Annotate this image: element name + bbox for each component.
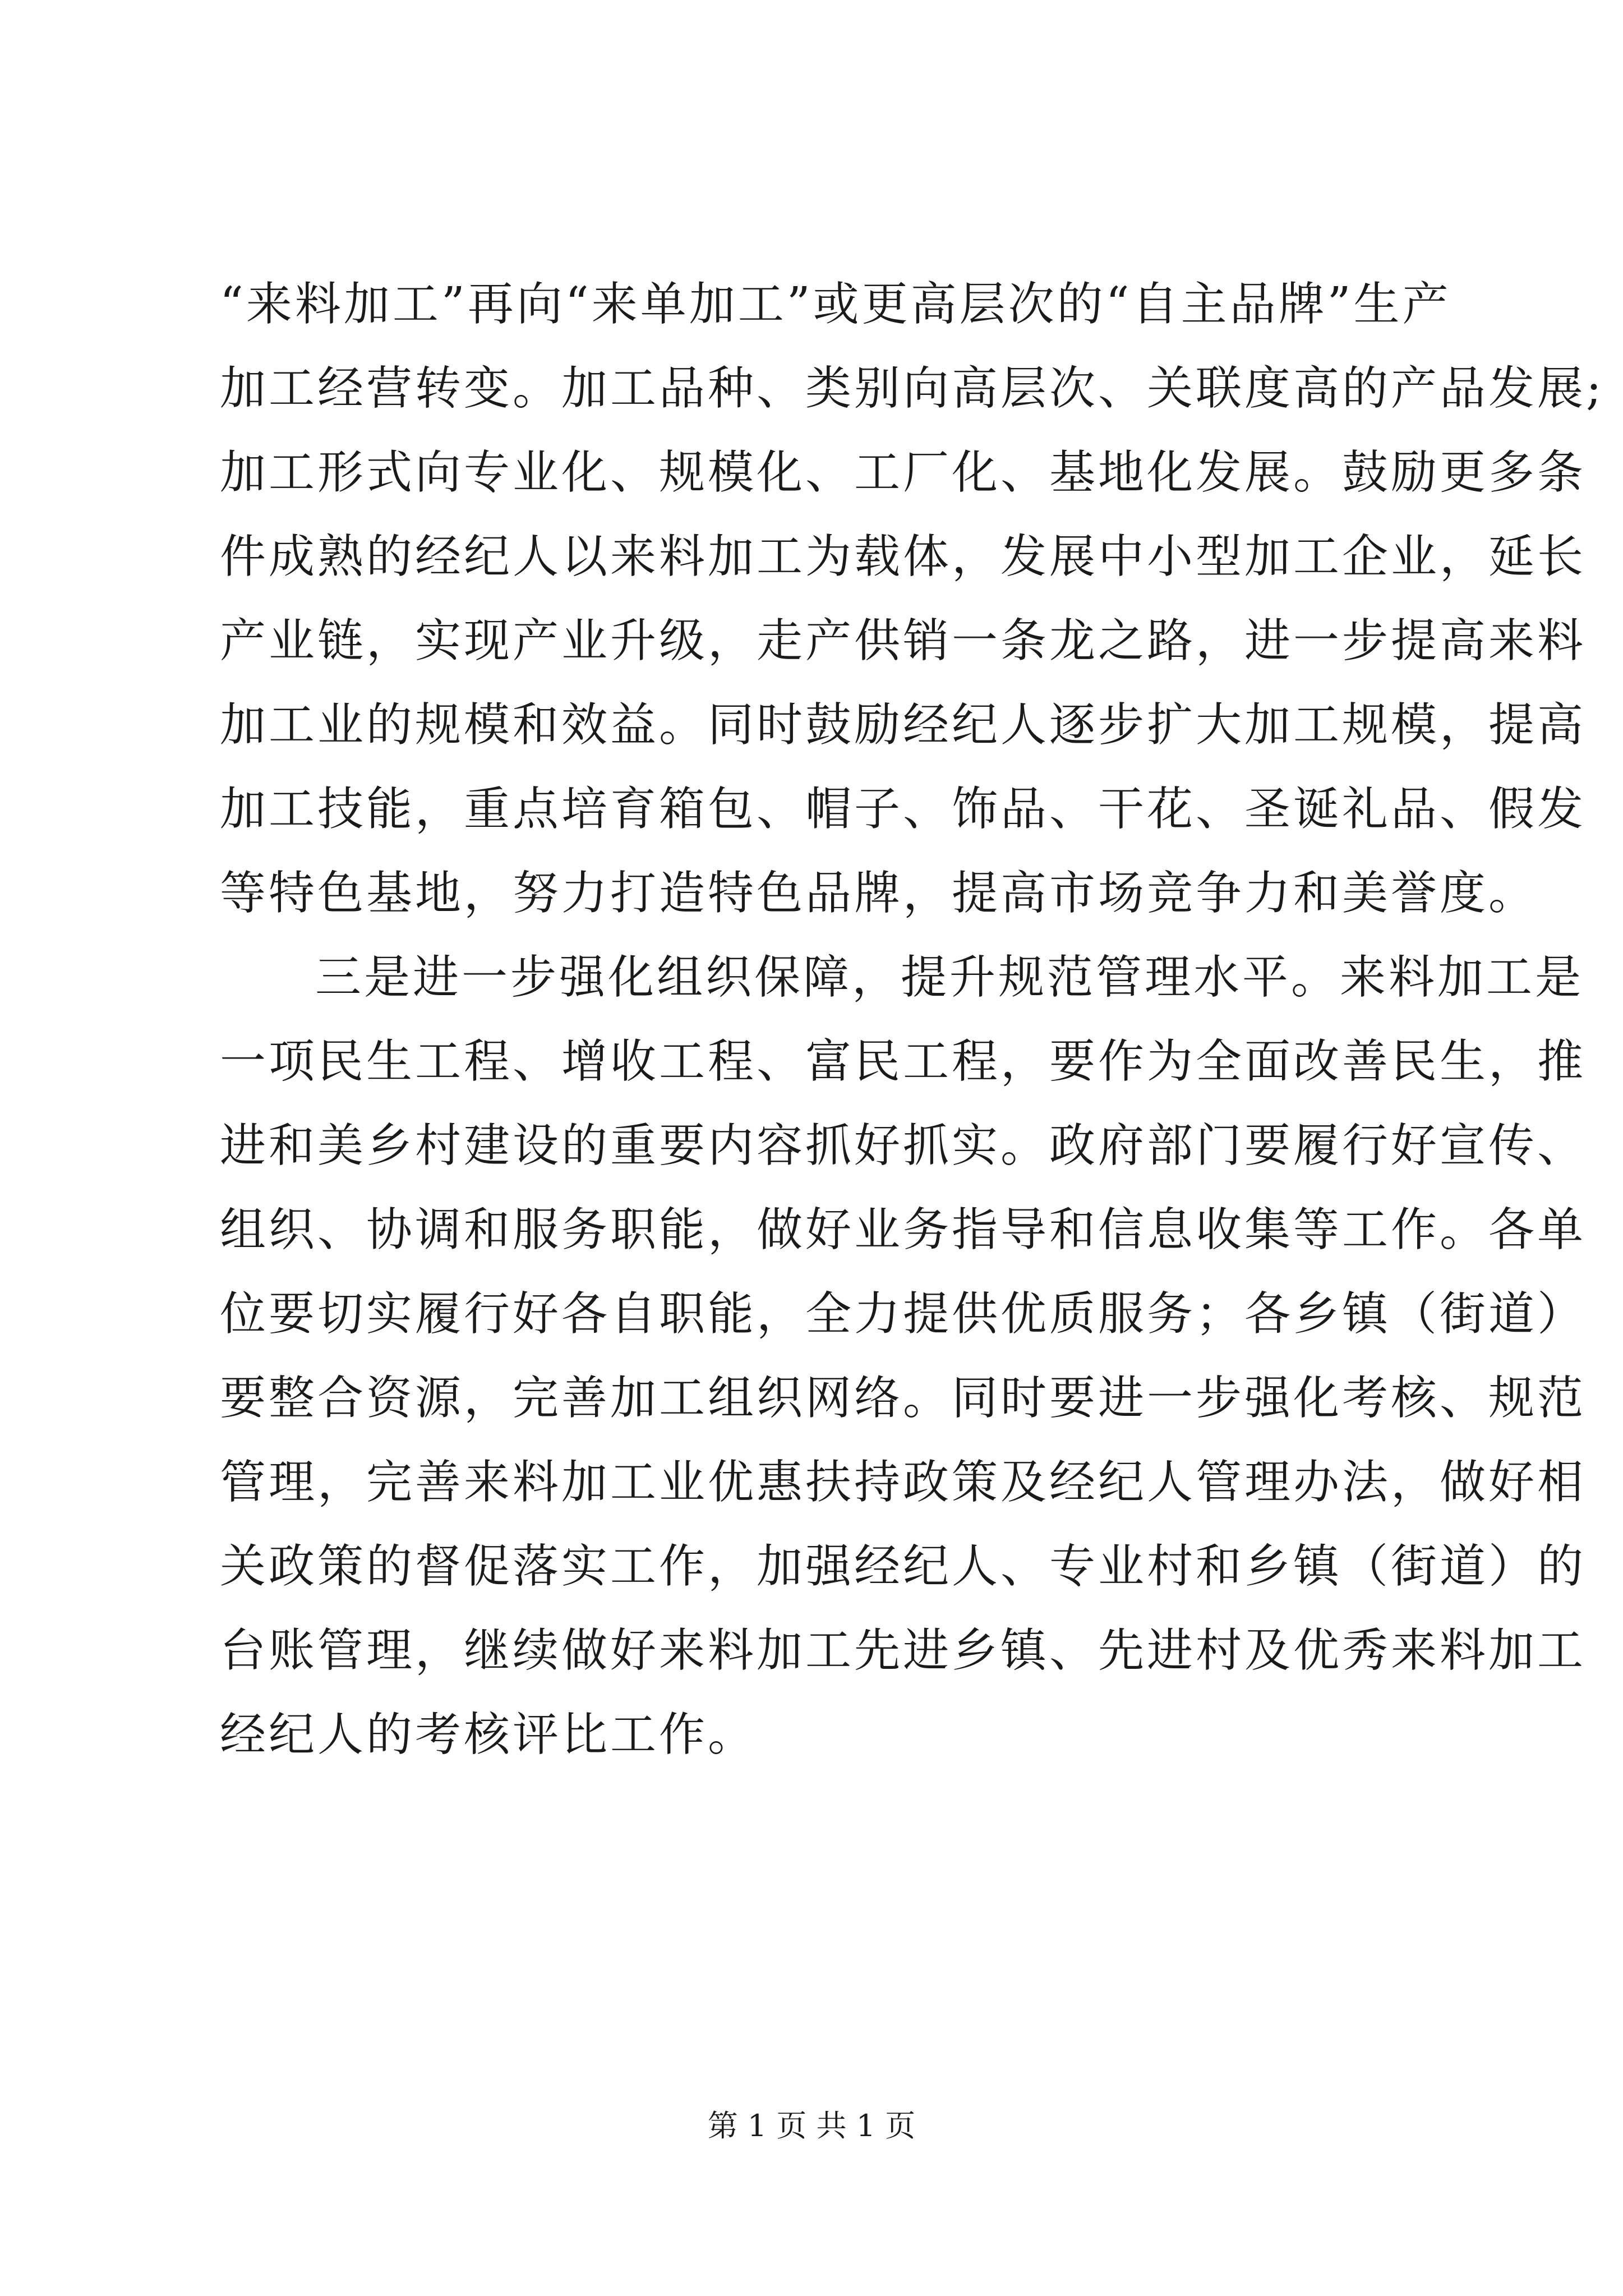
paragraph-line: 加工技能，重点培育箱包、帽子、饰品、干花、圣诞礼品、假发 [220, 783, 1587, 836]
paragraph-line: 加工形式向专业化、规模化、工厂化、基地化发展。鼓励更多条 [220, 446, 1587, 499]
paragraph-first-line: 三是进一步强化组织保障，提升规范管理水平。来料加工是 [315, 951, 1584, 1004]
paragraph-line: 加工经营转变。加工品种、类别向高层次、关联度高的产品发展; [220, 362, 1604, 415]
paragraph-line: 要整合资源，完善加工组织网络。同时要进一步强化考核、规范 [220, 1372, 1587, 1425]
document-body [220, 263, 1604, 1777]
paragraph-line: 件成熟的经纪人以来料加工为载体，发展中小型加工企业，延长 [220, 530, 1587, 583]
paragraph-line: 关政策的督促落实工作，加强经纪人、专业村和乡镇（街道）的 [220, 1540, 1587, 1593]
paragraph-line: 一项民生工程、增收工程、富民工程，要作为全面改善民生，推 [220, 1035, 1587, 1088]
paragraph-line: 台账管理，继续做好来料加工先进乡镇、先进村及优秀来料加工 [220, 1624, 1587, 1677]
paragraph-line: 管理，完善来料加工业优惠扶持政策及经纪人管理办法，做好相 [220, 1456, 1587, 1509]
page-number-footer: 第 1 页 共 1 页 [707, 2108, 916, 2143]
paragraph-line: 产业链，实现产业升级，走产供销一条龙之路，进一步提高来料 [220, 614, 1587, 668]
paragraph-line: “来料加工”再向“来单加工”或更高层次的“自主品牌”生产 [220, 278, 1451, 331]
paragraph-line: 加工业的规模和效益。同时鼓励经纪人逐步扩大加工规模，提高 [220, 698, 1587, 752]
paragraph-line: 等特色基地，努力打造特色品牌，提高市场竞争力和美誉度。 [220, 867, 1538, 920]
paragraph-line: 进和美乡村建设的重要内容抓好抓实。政府部门要履行好宣传、 [220, 1119, 1587, 1172]
paragraph-line: 经纪人的考核评比工作。 [220, 1708, 757, 1761]
paragraph-line: 组织、协调和服务职能，做好业务指导和信息收集等工作。各单 [220, 1203, 1587, 1257]
paragraph-line: 位要切实履行好各自职能，全力提供优质服务；各乡镇（街道） [220, 1287, 1587, 1341]
